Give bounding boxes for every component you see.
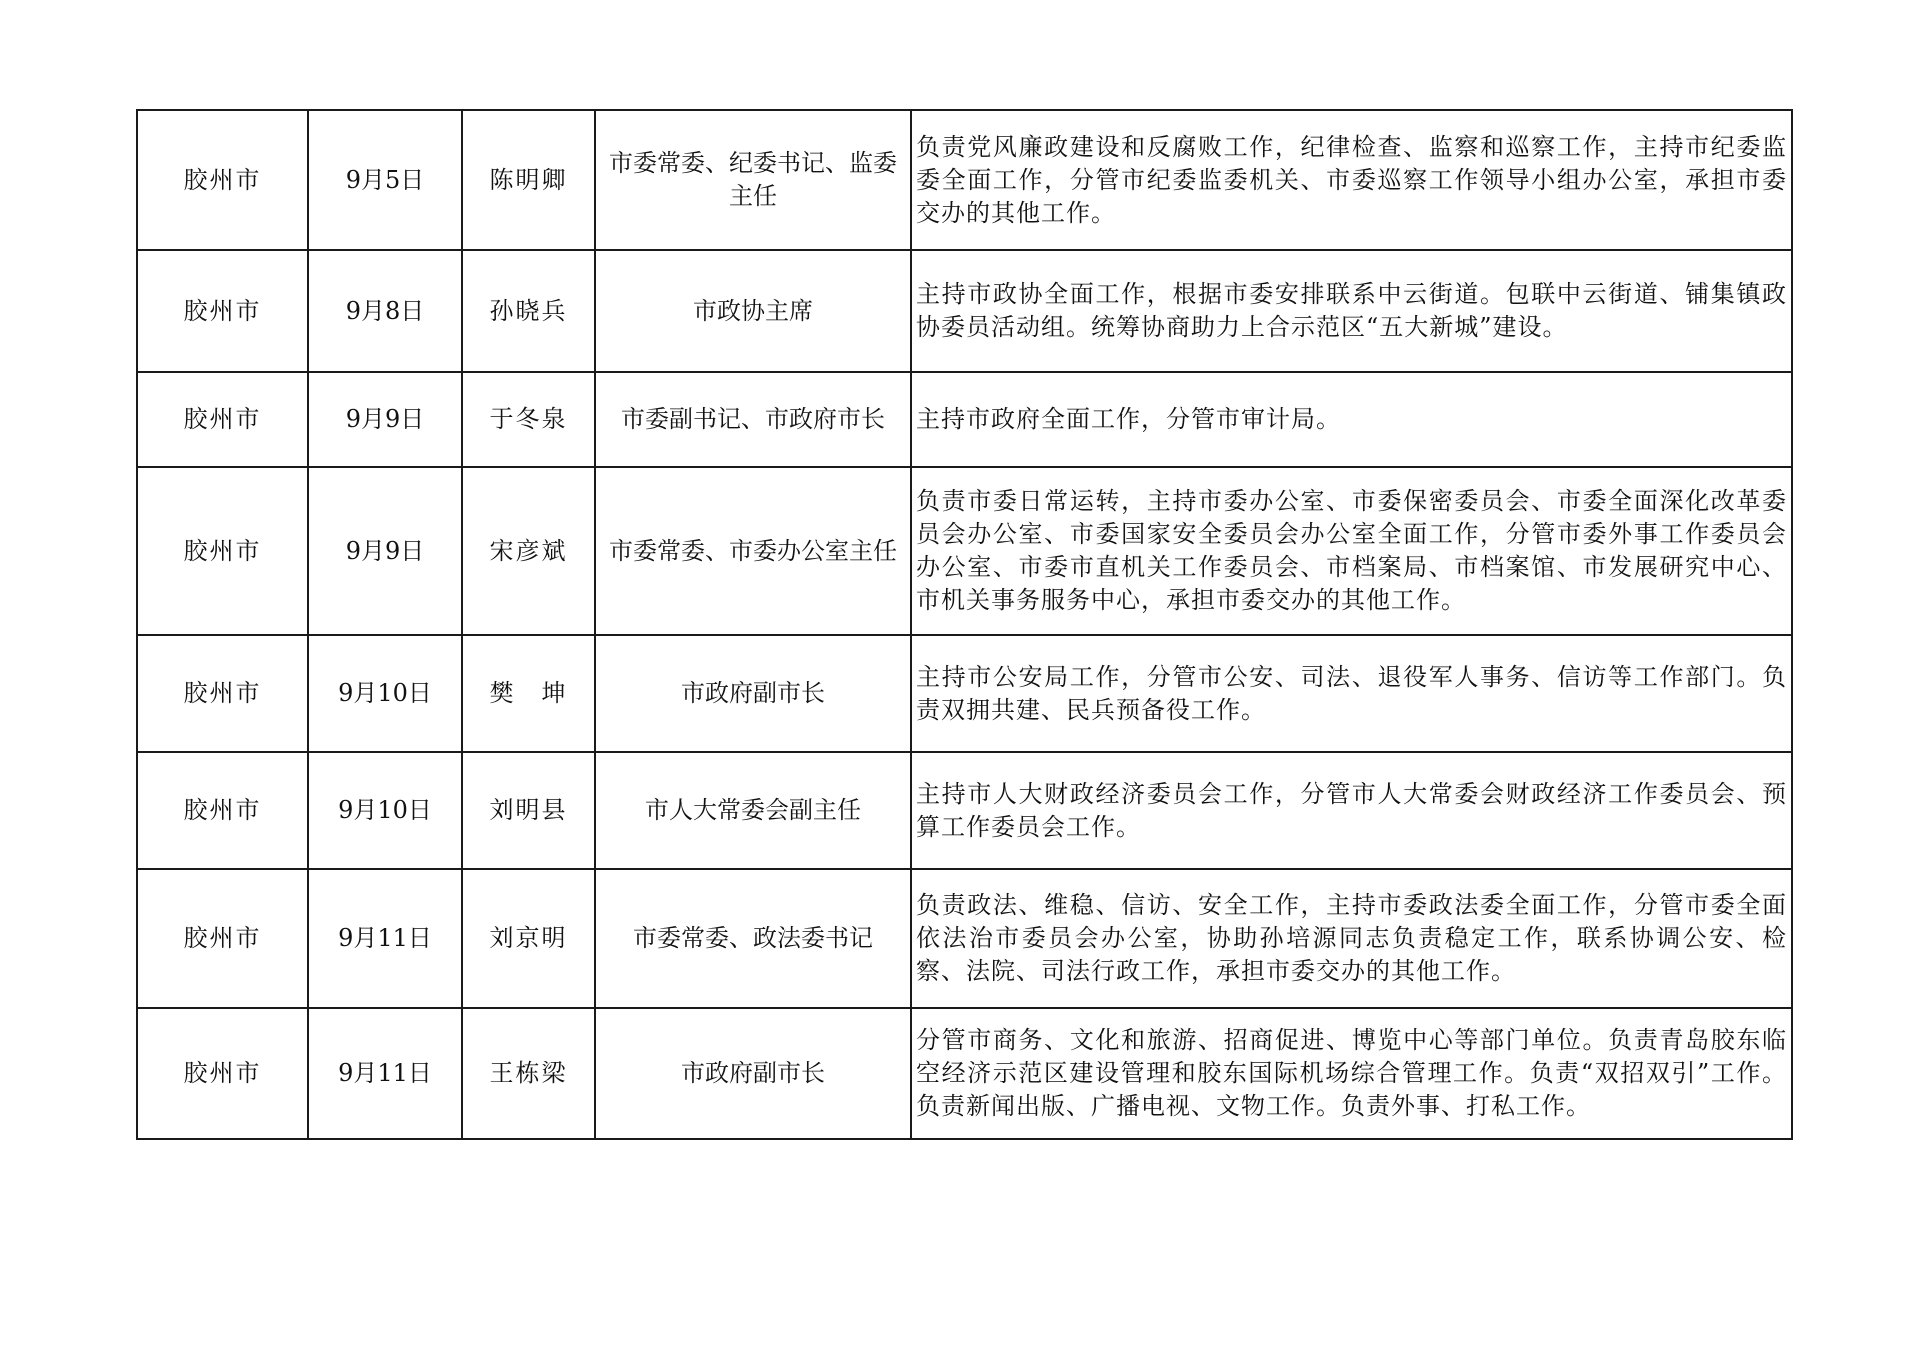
date-cell: 9月9日 <box>308 467 462 635</box>
duties-cell: 主持市公安局工作，分管市公安、司法、退役军人事务、信访等工作部门。负责双拥共建、民兵预备役工作。 <box>911 635 1792 752</box>
table-row <box>137 372 1792 467</box>
date-cell: 9月9日 <box>308 372 462 467</box>
name-cell: 刘明县 <box>462 752 595 869</box>
region-cell: 胶州市 <box>137 372 308 467</box>
table-row <box>137 1008 1792 1139</box>
duties-cell: 主持市政府全面工作，分管市审计局。 <box>911 372 1792 467</box>
table-row <box>137 467 1792 635</box>
position-cell: 市政协主席 <box>595 250 911 372</box>
date-cell: 9月8日 <box>308 250 462 372</box>
duties-cell: 负责市委日常运转，主持市委办公室、市委保密委员会、市委全面深化改革委员会办公室、市委国家安全委员会办公室全面工作，分管市委外事工作委员会办公室、市委市直机关工作委员会、市档案局、市档案馆、市发展研究中心、市机关事务服务中心，承担市委交办的其他工作。 <box>911 467 1792 635</box>
region-cell: 胶州市 <box>137 635 308 752</box>
name-cell: 孙晓兵 <box>462 250 595 372</box>
date-cell: 9月5日 <box>308 110 462 250</box>
name-cell: 樊 坤 <box>462 635 595 752</box>
officials-table <box>136 109 1793 1140</box>
duties-cell: 分管市商务、文化和旅游、招商促进、博览中心等部门单位。负责青岛胶东临空经济示范区建设管理和胶东国际机场综合管理工作。负责“双招双引”工作。负责新闻出版、广播电视、文物工作。负责外事、打私工作。 <box>911 1008 1792 1139</box>
duties-cell: 负责党风廉政建设和反腐败工作，纪律检查、监察和巡察工作，主持市纪委监委全面工作，分管市纪委监委机关、市委巡察工作领导小组办公室，承担市委交办的其他工作。 <box>911 110 1792 250</box>
name-cell: 于冬泉 <box>462 372 595 467</box>
position-cell: 市委副书记、市政府市长 <box>595 372 911 467</box>
region-cell: 胶州市 <box>137 752 308 869</box>
region-cell: 胶州市 <box>137 1008 308 1139</box>
table-row <box>137 869 1792 1008</box>
position-cell: 市人大常委会副主任 <box>595 752 911 869</box>
date-cell: 9月10日 <box>308 752 462 869</box>
position-cell: 市政府副市长 <box>595 1008 911 1139</box>
date-cell: 9月10日 <box>308 635 462 752</box>
table-row <box>137 110 1792 250</box>
table-row <box>137 752 1792 869</box>
name-cell: 王栋梁 <box>462 1008 595 1139</box>
region-cell: 胶州市 <box>137 250 308 372</box>
position-cell: 市政府副市长 <box>595 635 911 752</box>
table-row <box>137 250 1792 372</box>
date-cell: 9月11日 <box>308 1008 462 1139</box>
region-cell: 胶州市 <box>137 467 308 635</box>
date-cell: 9月11日 <box>308 869 462 1008</box>
position-cell: 市委常委、市委办公室主任 <box>595 467 911 635</box>
region-cell: 胶州市 <box>137 110 308 250</box>
name-cell: 刘京明 <box>462 869 595 1008</box>
name-cell: 陈明卿 <box>462 110 595 250</box>
table-row <box>137 635 1792 752</box>
duties-cell: 负责政法、维稳、信访、安全工作，主持市委政法委全面工作，分管市委全面依法治市委员会办公室，协助孙培源同志负责稳定工作，联系协调公安、检察、法院、司法行政工作，承担市委交办的其他工作。 <box>911 869 1792 1008</box>
region-cell: 胶州市 <box>137 869 308 1008</box>
position-cell: 市委常委、纪委书记、监委主任 <box>595 110 911 250</box>
duties-cell: 主持市政协全面工作，根据市委安排联系中云街道。包联中云街道、铺集镇政协委员活动组。统筹协商助力上合示范区“五大新城”建设。 <box>911 250 1792 372</box>
duties-cell: 主持市人大财政经济委员会工作，分管市人大常委会财政经济工作委员会、预算工作委员会工作。 <box>911 752 1792 869</box>
name-cell: 宋彦斌 <box>462 467 595 635</box>
position-cell: 市委常委、政法委书记 <box>595 869 911 1008</box>
